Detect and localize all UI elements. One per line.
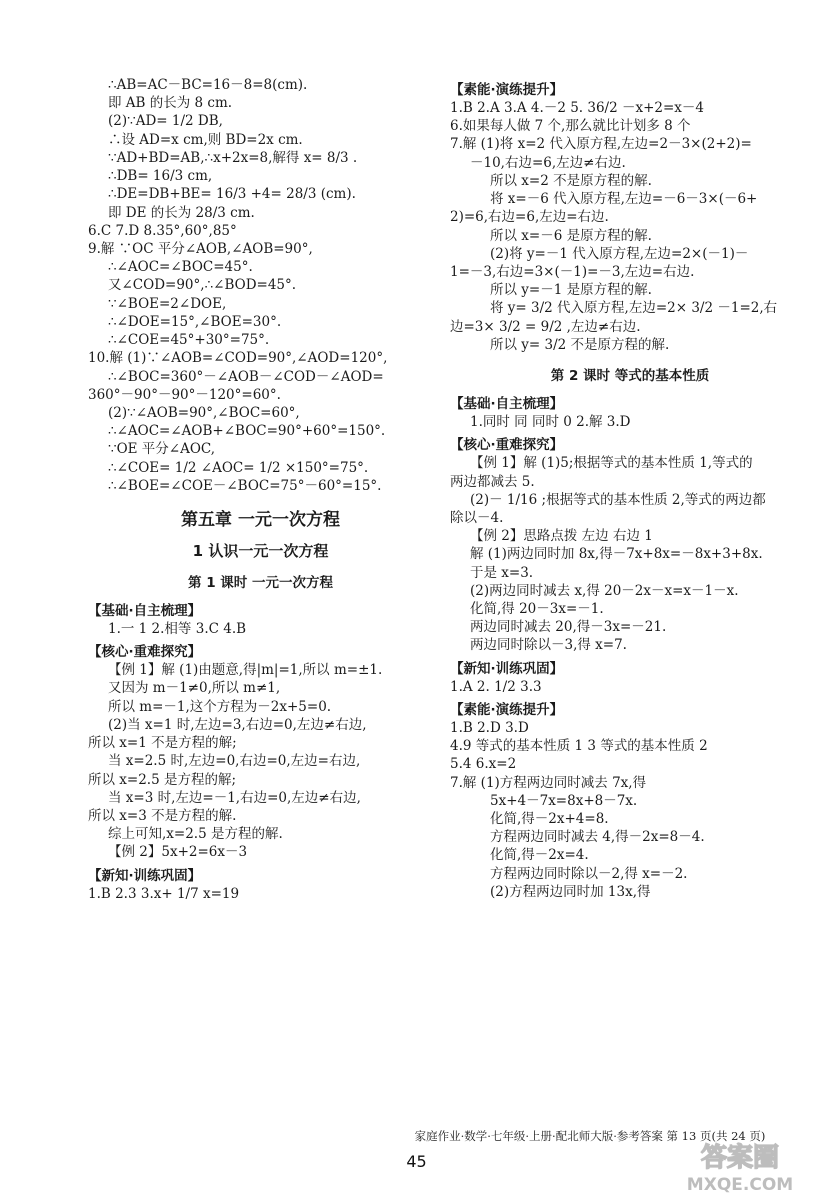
- right-answer-line: 将 x=－6 代入原方程,左边=－6－3×(－6+: [490, 191, 758, 208]
- left-answer-line: ∴∠COE= 1/2 ∠AOC= 1/2 ×150°=75°.: [108, 459, 369, 476]
- right-answer-line: －10,右边=6,左边≠右边.: [470, 154, 626, 171]
- left-section-heading: 【新知·训练巩固】: [88, 867, 202, 884]
- left-answer-line: 又因为 m－1≠0,所以 m≠1,: [108, 680, 281, 697]
- right-answer-line: 1.同时 同 同时 0 2.解 3.D: [470, 414, 631, 431]
- right-answer-line: 解 (1)两边同时加 8x,得－7x+8x=－8x+3+8x.: [470, 546, 763, 563]
- left-answer-line: ∴∠AOC=∠AOB+∠BOC=90°+60°=150°.: [108, 423, 386, 440]
- right-column: [450, 76, 810, 901]
- right-answer-line: 7.解 (1)方程两边同时减去 7x,得: [450, 774, 647, 791]
- right-answer-line: 2)=6,右边=6,左边=右边.: [450, 209, 609, 226]
- right-answer-line: 方程两边同时减去 4,得－2x=8－4.: [490, 829, 705, 846]
- right-answer-line: 所以 y=－1 是原方程的解.: [490, 282, 652, 299]
- right-answer-line: 化简,得－2x+4=8.: [490, 811, 609, 827]
- right-answer-line: 除以－4.: [450, 509, 504, 526]
- left-section-heading: 【基础·自主梳理】: [88, 603, 202, 620]
- left-chapter-title: 第 1 课时 一元一次方程: [188, 575, 333, 592]
- right-section-heading: 【新知·训练巩固】: [450, 660, 564, 677]
- right-answer-line: 方程两边同时除以－2,得 x=－2.: [490, 865, 688, 882]
- right-answer-line: 所以 x=2 不是原方程的解.: [490, 172, 652, 189]
- right-answer-line: 4.9 等式的基本性质 1 3 等式的基本性质 2: [450, 738, 708, 755]
- left-answer-line: ∴∠BOC=360°－∠AOB－∠COD－∠AOD=: [108, 368, 384, 385]
- watermark-brand: 答案圈: [700, 1143, 780, 1173]
- left-answer-line: 10.解 (1)∵∠AOB=∠COD=90°,∠AOD=120°,: [88, 350, 388, 367]
- left-answer-line: ∴∠AOC=∠BOC=45°.: [108, 259, 253, 276]
- left-answer-line: (2)∵∠AOB=90°,∠BOC=60°,: [108, 404, 300, 421]
- left-answer-line: ∴∠COE=45°+30°=75°.: [108, 332, 270, 349]
- right-section-heading: 【核心·重难探究】: [450, 437, 564, 454]
- left-answer-line: 【例 1】解 (1)由题意,得|m|=1,所以 m=±1.: [108, 662, 383, 679]
- right-answer-line: 边=3× 3/2 = 9/2 ,左边≠右边.: [450, 318, 641, 335]
- right-section-heading: 【素能·演练提升】: [450, 701, 564, 718]
- right-answer-line: 5x+4－7x=8x+8－7x.: [490, 792, 638, 809]
- left-answer-line: (2)∵AD= 1/2 DB,: [108, 113, 223, 130]
- right-answer-line: 【例 2】思路点拨 左边 右边 1: [470, 528, 653, 545]
- right-answer-line: (2)两边同时减去 x,得 20－2x－x=x－1－x.: [470, 582, 739, 599]
- right-answer-line: 5.4 6.x=2: [450, 756, 517, 773]
- right-answer-line: 将 y= 3/2 代入原方程,左边=2× 3/2 －1=2,右: [490, 300, 778, 317]
- left-chapter-title: 第五章 一元一次方程: [181, 510, 340, 531]
- watermark-domain: MXQE.COM: [686, 1175, 794, 1194]
- right-answer-line: 1.B 2.A 3.A 4.－2 5. 36/2 －x+2=x－4: [450, 100, 705, 116]
- left-chapter-title: 1 认识一元一次方程: [192, 542, 329, 561]
- left-answer-line: 又∠COD=90°,∴∠BOD=45°.: [108, 277, 297, 294]
- left-answer-line: (2)当 x=1 时,左边=3,右边=0,左边≠右边,: [108, 716, 367, 733]
- right-answer-line: 所以 y= 3/2 不是原方程的解.: [490, 336, 670, 353]
- right-answer-line: (2)将 y=－1 代入原方程,左边=2×(－1)－: [490, 245, 749, 262]
- left-answer-line: 综上可知,x=2.5 是方程的解.: [108, 826, 283, 843]
- page-footer: 家庭作业·数学·七年级·上册·配北师大版·参考答案 第 13 页(共 24 页): [414, 1129, 766, 1143]
- right-answer-line: 两边同时减去 20,得－3x=－21.: [470, 619, 667, 636]
- left-answer-line: 即 DE 的长为 28/3 cm.: [108, 204, 255, 221]
- left-answer-line: 【例 2】5x+2=6x－3: [108, 844, 248, 861]
- right-answer-line: 1=－3,右边=3×(－1)=－3,左边=右边.: [450, 263, 695, 280]
- left-answer-line: 所以 x=2.5 是方程的解;: [88, 771, 237, 788]
- left-answer-line: 1.一 1 2.相等 3.C 4.B: [108, 621, 247, 638]
- right-answer-line: 于是 x=3.: [470, 564, 534, 581]
- page-number: 45: [406, 1152, 427, 1171]
- right-answer-line: (2)方程两边同时加 13x,得: [490, 883, 651, 900]
- watermark-logo: [665, 1136, 815, 1194]
- left-answer-line: 所以 x=1 不是方程的解;: [88, 735, 237, 752]
- right-section-heading: 【基础·自主梳理】: [450, 396, 564, 413]
- left-column: [88, 76, 433, 903]
- right-answer-line: 两边同时除以－3,得 x=7.: [470, 637, 627, 654]
- right-answer-line: 【例 1】解 (1)5;根据等式的基本性质 1,等式的: [470, 455, 753, 472]
- right-answer-line: 1.B 2.D 3.D: [450, 719, 529, 736]
- left-answer-line: ∴设 AD=x cm,则 BD=2x cm.: [108, 131, 303, 148]
- left-answer-line: ∴DE=DB+BE= 16/3 +4= 28/3 (cm).: [108, 186, 356, 203]
- left-answer-line: ∵AD+BD=AB,∴x+2x=8,解得 x= 8/3 .: [108, 149, 358, 166]
- right-answer-line: 所以 x=－6 是原方程的解.: [490, 227, 652, 244]
- left-answer-line: ∵OE 平分∠AOC,: [108, 441, 216, 458]
- left-answer-line: ∴AB=AC－BC=16－8=8(cm).: [108, 77, 308, 93]
- right-chapter-title: 第 2 课时 等式的基本性质: [550, 368, 710, 385]
- right-answer-line: 7.解 (1)将 x=2 代入原方程,左边=2－3×(2+2)=: [450, 136, 752, 153]
- right-answer-line: (2)－ 1/16 ;根据等式的基本性质 2,等式的两边都: [470, 491, 766, 508]
- left-answer-line: 当 x=3 时,左边=－1,右边=0,左边≠右边,: [108, 789, 361, 806]
- left-answer-line: 1.B 2.3 3.x+ 1/7 x=19: [88, 885, 240, 902]
- right-answer-line: 1.A 2. 1/2 3.3: [450, 678, 542, 695]
- left-section-heading: 【核心·重难探究】: [88, 644, 202, 661]
- left-answer-line: 即 AB 的长为 8 cm.: [108, 95, 233, 112]
- left-answer-line: ∴DB= 16/3 cm,: [108, 168, 213, 185]
- left-answer-line: 6.C 7.D 8.35°,60°,85°: [88, 222, 237, 239]
- left-answer-line: ∴∠DOE=15°,∠BOE=30°.: [108, 313, 282, 330]
- right-answer-line: 6.如果每人做 7 个,那么就比计划多 8 个: [450, 118, 691, 135]
- left-answer-line: 所以 m=－1,这个方程为－2x+5=0.: [108, 698, 332, 715]
- right-answer-line: 化简,得－2x=4.: [490, 847, 589, 864]
- left-answer-line: 所以 x=3 不是方程的解.: [88, 808, 237, 824]
- left-answer-line: 9.解 ∵OC 平分∠AOB,∠AOB=90°,: [88, 240, 313, 257]
- left-answer-line: 当 x=2.5 时,左边=0,右边=0,左边=右边,: [108, 753, 361, 770]
- left-answer-line: ∴∠BOE=∠COE－∠BOC=75°－60°=15°.: [108, 477, 382, 494]
- right-section-heading: 【素能·演练提升】: [450, 82, 564, 98]
- left-answer-line: ∵∠BOE=2∠DOE,: [108, 295, 227, 312]
- left-answer-line: 360°－90°－90°－120°=60°.: [88, 386, 281, 403]
- right-answer-line: 化简,得 20－3x=－1.: [470, 601, 604, 618]
- right-answer-line: 两边都减去 5.: [450, 473, 535, 490]
